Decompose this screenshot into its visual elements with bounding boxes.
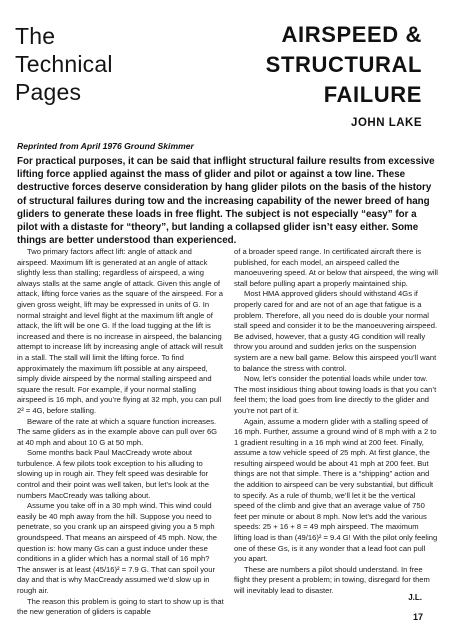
body-paragraph: The reason this problem is going to start to show up is that the new generation of gliders is capable [17, 596, 224, 617]
left-column [17, 247, 224, 618]
author-signoff: J.L. [408, 593, 422, 602]
page-number: 17 [412, 612, 423, 622]
body-paragraph: Now, let’s consider the potential loads while under tow. The most insidious thing about towing loads is that you can’t feel them; the load goes from line directly to the glider and you’re not part of it. [234, 374, 437, 415]
intro-paragraph: For practical purposes, it can be said that inflight structural failure results from excessive lifting force applied against the mass of glider and pilot or against a tow line. These destructive forces deserve consideration by hang glider pilots on the basis of the history of structural failures during tow and the increasing capability of the newer breed of hang gliders to generate these loads in free flight. The subject is not especially “easy” for a pilot with a distaste for “theory”, but landing a collapsed glider isn’t easy either. Some things are better understood than experienced. [17, 156, 435, 247]
body-paragraph: Some months back Paul MacCready wrote about turbulence. A few pilots took exception to his alluding to slowing up in rough air. They felt speed was desirable for control and their point was well taken, but let’s look at the numbers MacCready was talking about. [17, 448, 209, 500]
body-paragraph: Most HMA approved gliders should withstand 4Gs if properly cared for and are not of an age that fatigue is a problem. Therefore, all you need do is double your normal stall speed and consider it to be the manoeuvering airspeed. Be advised, however, that a gusty 4G condition will really throw you around and sudden jerks on the suspension system are a new ball game. Below this airspeed you’ll want to balance the stress with control. [234, 289, 438, 373]
section-label: The Technical Pages [15, 23, 113, 105]
body-paragraph: of a broader speed range. In certificated aircraft there is published, for each model, an airspeed called the manoeuvering speed. At or below that airspeed, the wing will stall before pulling apart a properly maintained ship. [234, 247, 438, 288]
body-paragraph: Assume you take off in a 30 mph wind. This wind could easily be 40 mph away from the hill. Suppose you need to penetrate, so you crank up an airspeed giving you a 5 mph groundspeed. That means an airspeed of 45 mph. Now, the question is: how many Gs can a gust induce under these conditions in a glider which has a normal stall of 16 mph? The answer is at least (45/16)² = 7.9 G. That can spoil your day and that is why MacCready assumed we’d slow up in rough air. [17, 501, 217, 595]
right-column [234, 247, 438, 597]
body-paragraph: Two primary factors affect lift: angle of attack and airspeed. Maximum lift is generated at an angle of attack slightly less than stalling; regardless of airspeed, a wing always stalls at the same angle of attack. Given this angle of attack, lifting force varies as the square of the airspeed. For a given gross weight, lift may be expressed in units of G. In normal straight and level flight at the maximum lift angle of attack, the lift will be one G. If the load tugging at the lift is increased and there is no increase in airspeed, the balancing attempt to increase lift by increasing angle of attack will result in a stall. The stall will limit the lifting force. To find approximately the maximum lift possible at any airspeed, simply divide airspeed by the normal stalling airspeed and square the result. For example, if your normal stalling airspeed is 16 mph, and you’re flying at 32 mph, you can pull 2² = 4G, before stalling. [17, 247, 223, 415]
reprint-note: Reprinted from April 1976 Ground Skimmer [17, 141, 194, 151]
body-paragraph: These are numbers a pilot should understand. In free flight they present a problem; in towing, disregard for them will inevitably lead to disaster. [234, 564, 430, 595]
body-paragraph: Again, assume a modern glider with a stalling speed of 16 mph. Further, assume a ground wind of 8 mph with a 2 to 1 gradient resulting in a 16 mph wind at 200 feet. Finally, assume a tow vehicle speed of 25 mph. At first glance, the resulting airspeed would be about 41 mph at 200 feet. But things are not that simple. There is a “shipping” action and the addition to airspeed can be very substantial, but difficult to specify. As a rule of thumb, we’ll let it be the vertical speed of the climb and give that an average value of 750 feet per minute or about 8 mph. Now let’s add the various speeds: 25 + 16 + 8 = 49 mph airspeed. The maximum lifting load is than (49/16)² = 9.4 G! With the pilot only feeling one of these Gs, is it any wonder that a lead foot can pull you apart. [234, 416, 438, 564]
article-headline: AIRSPEED & STRUCTURAL FAILURE [265, 22, 422, 107]
body-paragraph: Beware of the rate at which a square function increases. The same gliders as in the example above can pull over 6G at 40 mph and about 10 G at 50 mph. [17, 416, 218, 447]
author-byline: JOHN LAKE [351, 117, 422, 129]
